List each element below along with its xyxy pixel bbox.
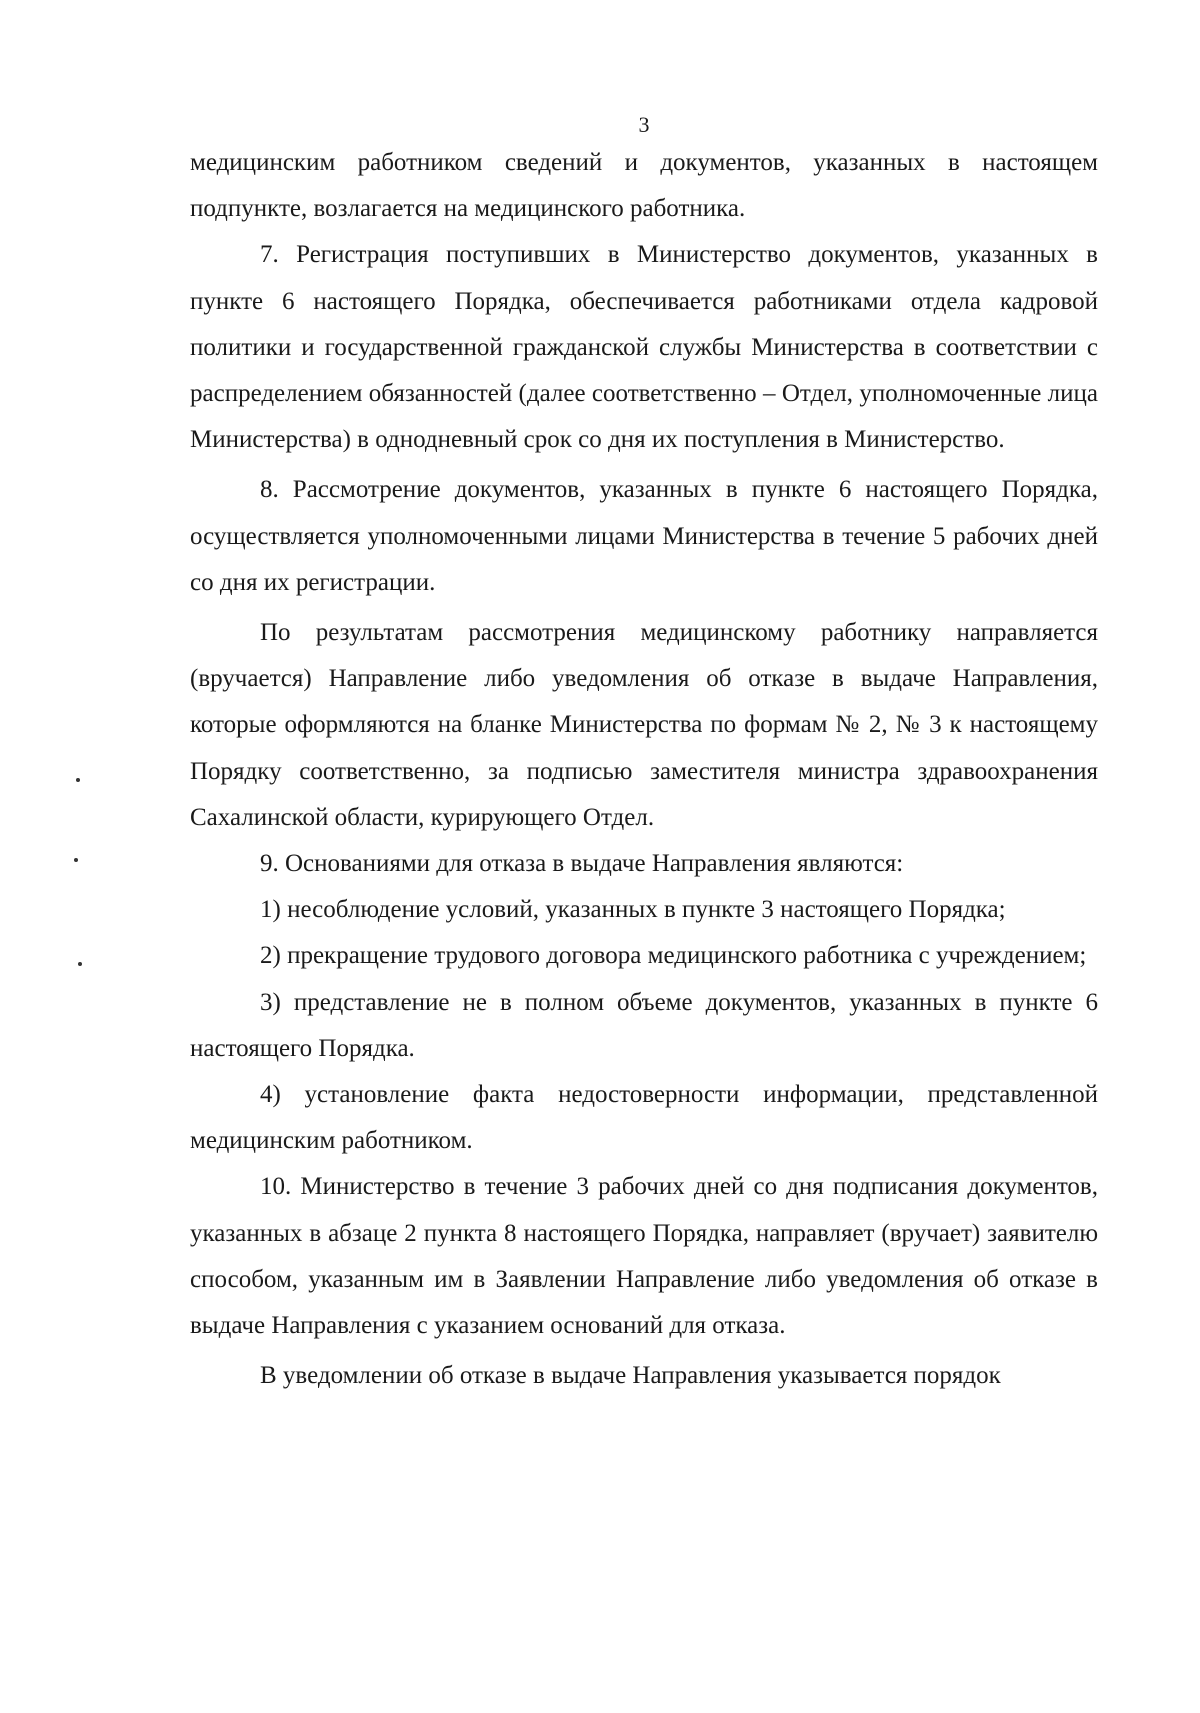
paragraph-item-9-3: 3) представление не в полном объеме документов, указанных в пункте 6 настоящего Порядка. [190,988,1098,1062]
paragraph-continuation: медицинским работником сведений и документов, указанных в настоящем подпункте, возлагается на медицинского работника. [190,149,1098,223]
paragraph-review-results: По результатам рассмотрения медицинскому работнику направляется (вручается) Направление либо уведомления об отказе в выдаче Направления, которые оформляются на бланке Министерства по формам № 2, № 3 к настоящему Порядку соответственно, за подписью заместителя министра здравоохранения Сахалинской области, курирующего Отдел. [190,619,1098,831]
paragraph-item-9: 9. Основаниями для отказа в выдаче Направления являются: [260,850,904,878]
paragraph-item-9-1: 1) несоблюдение условий, указанных в пункте 3 настоящего Порядка; [260,896,1006,924]
paragraph-item-10: 10. Министерство в течение 3 рабочих дней со дня подписания документов, указанных в абзаце 2 пункта 8 настоящего Порядка, направляет (вручает) заявителю способом, указанным им в Заявлении Направление либо уведомления об отказе в выдаче Направления с указанием оснований для отказа. [190,1173,1098,1340]
scan-speck [74,858,78,862]
scan-speck [78,962,82,966]
paragraph-item-7: 7. Регистрация поступивших в Министерство документов, указанных в пункте 6 настоящего Порядка, обеспечивается работниками отдела кадровой политики и государственной гражданской службы Министерства в соответствии с распределением обязанностей (далее соответственно – Отдел, уполномоченные лица Министерства) в однодневный срок со дня их поступления в Министерство. [190,241,1098,454]
page-number: 3 [638,112,650,137]
paragraph-item-9-2: 2) прекращение трудового договора медицинского работника с учреждением; [260,942,1087,970]
document-body [190,140,1098,1399]
paragraph-refusal-notice: В уведомлении об отказе в выдаче Направления указывается порядок [260,1362,1001,1390]
paragraph-item-9-4: 4) установление факта недостоверности информации, представленной медицинским работником. [190,1081,1098,1155]
paragraph-item-8: 8. Рассмотрение документов, указанных в пункте 6 настоящего Порядка, осуществляется уполномоченными лицами Министерства в течение 5 рабочих дней со дня их регистрации. [190,476,1098,596]
scan-speck [76,778,80,782]
